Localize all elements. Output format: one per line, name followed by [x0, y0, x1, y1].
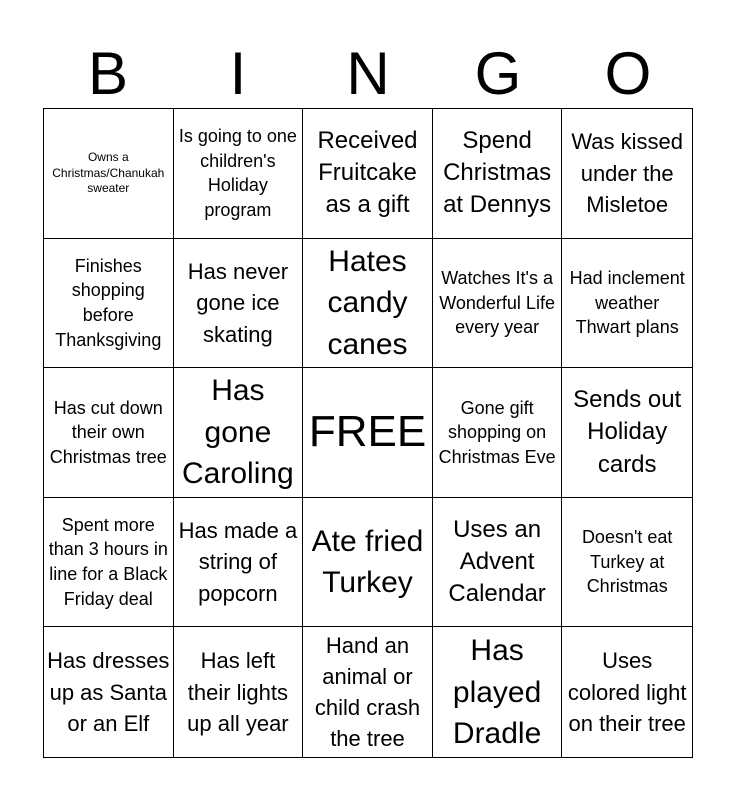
bingo-cell[interactable] [174, 239, 304, 369]
bingo-cell[interactable] [174, 109, 304, 239]
bingo-cell[interactable] [44, 627, 174, 757]
cell-text: Uses an Advent Calendar [448, 515, 546, 608]
bingo-cell[interactable] [433, 498, 563, 628]
bingo-cell[interactable] [562, 239, 692, 369]
bingo-cell[interactable] [562, 109, 692, 239]
cell-text: Has made a string of popcorn [178, 518, 298, 606]
cell-text: Received Fruitcake as a gift [317, 126, 418, 219]
bingo-cell[interactable] [174, 498, 304, 628]
cell-text: Has dresses up as Santa or an Elf [47, 648, 170, 736]
bingo-cell[interactable] [303, 109, 433, 239]
cell-text: Has never gone ice skating [187, 259, 289, 347]
cell-text: Has gone Caroling [182, 374, 294, 491]
bingo-cell[interactable] [303, 498, 433, 628]
cell-text: Doesn't eat Turkey at Christmas [581, 527, 673, 597]
bingo-cell[interactable] [174, 368, 304, 498]
cell-text: Had inclement weather Thwart plans [569, 267, 685, 338]
cell-text: Was kissed under the Misletoe [571, 129, 684, 217]
free-space-label: FREE [308, 407, 427, 457]
bingo-cell[interactable] [562, 627, 692, 757]
free-space[interactable] [303, 368, 433, 498]
bingo-cell[interactable] [433, 368, 563, 498]
cell-text: Ate fried Turkey [311, 524, 424, 600]
bingo-cell[interactable] [44, 368, 174, 498]
header-letter-o: O [604, 40, 652, 107]
bingo-cell[interactable] [44, 498, 174, 628]
cell-text: Has left their lights up all year [187, 648, 289, 736]
bingo-cell[interactable] [303, 627, 433, 757]
bingo-board [43, 108, 693, 758]
bingo-cell[interactable] [433, 239, 563, 369]
cell-text: Is going to one children's Holiday program [178, 125, 297, 220]
bingo-cell[interactable] [44, 109, 174, 239]
bingo-cell[interactable] [174, 627, 304, 757]
cell-text: Watches It's a Wonderful Life every year [439, 267, 555, 338]
cell-text: Owns a Christmas/Chanukah sweater [52, 149, 165, 196]
header-letter-n: N [346, 40, 390, 107]
cell-text: Sends out Holiday cards [573, 385, 682, 478]
cell-text: Spend Christmas at Dennys [443, 126, 552, 219]
bingo-cell[interactable] [433, 627, 563, 757]
cell-text: Hates candy canes [327, 244, 408, 361]
cell-text: Uses colored light on their tree [567, 648, 687, 736]
bingo-cell[interactable] [433, 109, 563, 239]
bingo-cell[interactable] [303, 239, 433, 369]
bingo-cell[interactable] [562, 368, 692, 498]
header-letter-i: I [229, 40, 247, 107]
bingo-cell[interactable] [44, 239, 174, 369]
cell-text: Hand an animal or child crash the tree [314, 632, 421, 752]
cell-text: Gone gift shopping on Christmas Eve [438, 397, 556, 467]
header-letter-b: B [87, 40, 129, 107]
cell-text: Has cut down their own Christmas tree [49, 397, 167, 467]
cell-text: Spent more than 3 hours in line for a Black Friday deal [48, 514, 168, 609]
bingo-cell[interactable] [562, 498, 692, 628]
cell-text: Finishes shopping before Thanksgiving [55, 255, 162, 350]
header-letter-g: G [474, 40, 522, 107]
bingo-header [43, 40, 693, 108]
cell-text: Has played Dradle [452, 634, 542, 750]
